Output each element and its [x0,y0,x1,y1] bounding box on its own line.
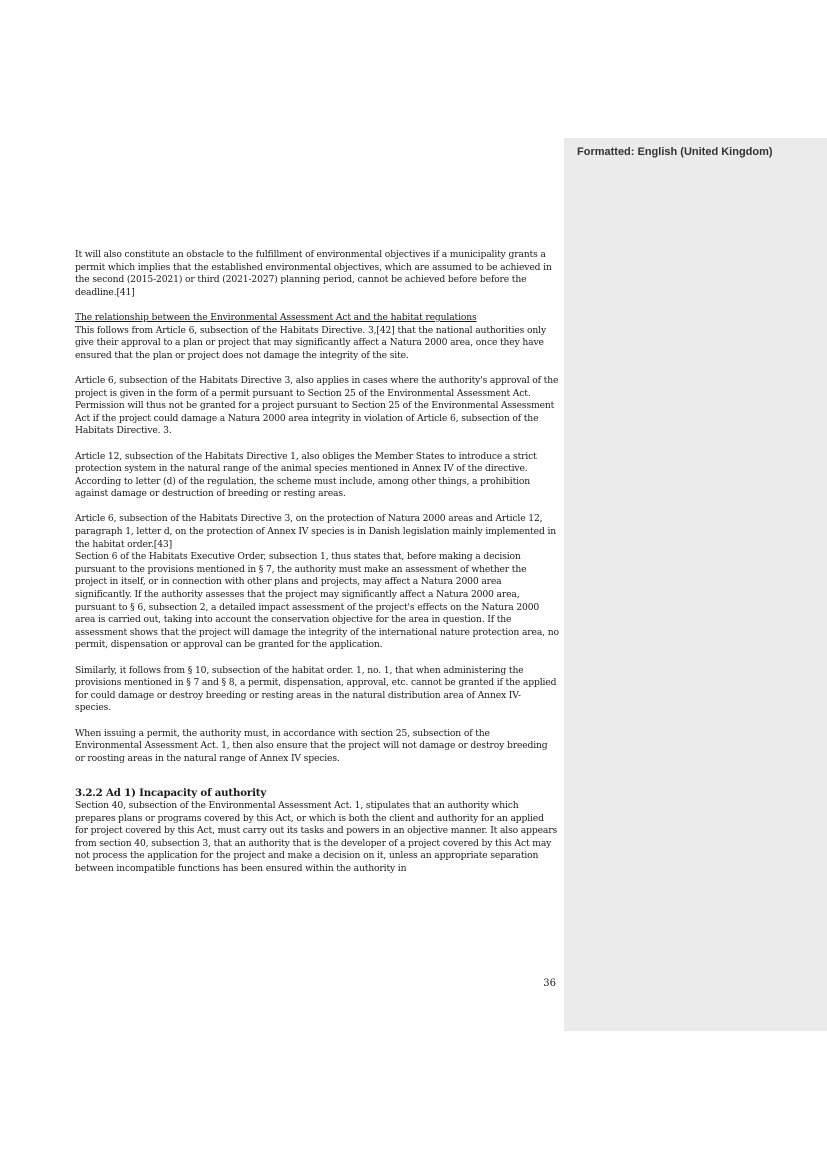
paragraph-section-10: Similarly, it follows from § 10, subsection of the habitat order. 1, no. 1, that when administering the provisions mentioned in § 7 and § 8, a permit, dispensation, approval, etc. cannot be granted if the applied for could damage or destroy breeding or resting areas in the natural distribution area of Annex IV- species. [75,664,557,714]
document-body [75,249,559,876]
paragraph-article-6-permit: Article 6, subsection of the Habitats Directive 3, also applies in cases where the authority's approval of the project is given in the form of a permit pursuant to Section 25 of the Environmental Assessment Act. Permission will thus not be granted for a project pursuant to Section 25 of the Environmental Assessment Act if the project could damage a Natura 2000 area integrity in violation of Article 6, subsection of the Habitats Directive. 3. [75,374,559,437]
formatting-comment-label: Formatted: English (United Kingdom) [577,146,773,158]
paragraph-section-6-order: Section 6 of the Habitats Executive Order, subsection 1, thus states that, before making a decision pursuant to the provisions mentioned in § 7, the authority must make an assessment of whether the project in itself, or in connection with other plans and projects, may affect a Natura 2000 area significantly. If the authority assesses that the project may significantly affect a Natura 2000 area, pursuant to § 6, subsection 2, a detailed impact assessment of the project's effects on the Natura 2000 area is carried out, taking into account the conservation objective for the area in question. If the assessment shows that the project will damage the integrity of the international nature protection area, no permit, dispensation or approval can be granted for the application. [75,551,559,651]
paragraph-article-12: Article 12, subsection of the Habitats Directive 1, also obliges the Member States to introduce a strict protection system in the natural range of the animal species mentioned in Annex IV of the directive. According to letter (d) of the regulation, the scheme must include, among other things, a prohibition against damage or destruction of breeding or resting areas. [75,450,537,500]
page-number: 36 [543,978,556,989]
comment-pane [564,138,827,1031]
paragraph-environmental-objectives: It will also constitute an obstacle to the fulfillment of environmental objectives if a municipality grants a permit which implies that the established environmental objectives, which are assumed to be achieved in the second (2015-2021) or third (2021-2027) planning period, cannot be achieved before before the deadline.[41] [75,249,552,298]
paragraph-permit-issuing: When issuing a permit, the authority must, in accordance with section 25, subsection of the Environmental Assessment Act. 1, then also ensure that the project will not damage or destroy breeding or roosting areas in the natural range of Annex IV species. [75,727,548,764]
paragraph-article-6-approval: This follows from Article 6, subsection of the Habitats Directive. 3,[42] that the national authorities only give their approval to a plan or project that may significantly affect a Natura 2000 area, once they have ensured that the plan or project does not damage the integrity of the site. [75,324,546,361]
paragraph-danish-legislation: Article 6, subsection of the Habitats Directive 3, on the protection of Natura 2000 areas and Article 12, paragraph 1, letter d, on the protection of Annex IV species is in Danish legislation mainly implemented in the habitat order.[43] [75,513,556,550]
subheading-relationship: The relationship between the Environmental Assessment Act and the habitat regulations [75,311,477,323]
paragraph-section-40: Section 40, subsection of the Environmental Assessment Act. 1, stipulates that an authority which prepares plans or programs covered by this Act, or which is both the client and authority for an applied for project covered by this Act, must carry out its tasks and powers in an objective manner. It also appears from section 40, subsection 3, that an authority that is the developer of a project covered by this Act may not process the application for the project and make a decision on it, unless an appropriate separation between incompatible functions has been ensured within the authority in [75,799,558,874]
section-title-incapacity: 3.2.2 Ad 1) Incapacity of authority [75,787,267,800]
